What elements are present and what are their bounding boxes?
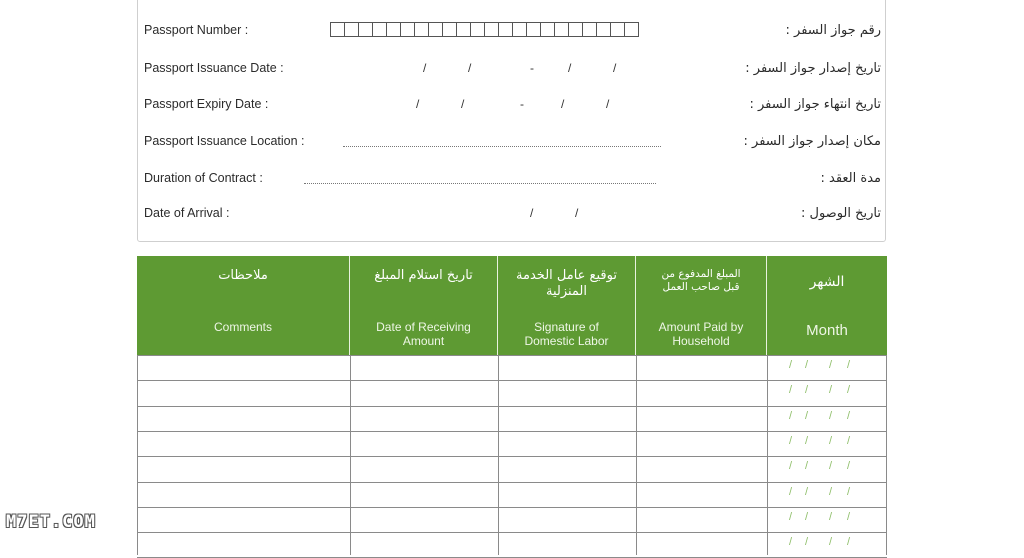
date-sep: / (829, 510, 833, 523)
month-date-slots[interactable] (767, 431, 887, 456)
date-sep: / (789, 510, 793, 523)
date-sep: / (530, 206, 534, 220)
date-sep: / (789, 460, 793, 473)
column-divider (636, 355, 637, 555)
date-sep: / (805, 460, 809, 473)
date-sep: / (829, 384, 833, 397)
label-en: Passport Issuance Location : (144, 134, 305, 148)
date-sep: / (568, 61, 572, 75)
month-date-slots[interactable] (767, 532, 887, 557)
date-sep: / (805, 359, 809, 371)
date-sep: / (847, 536, 851, 549)
label-ar: مكان إصدار جواز السفر : (743, 134, 881, 149)
date-sep: / (847, 384, 851, 397)
date-sep: / (423, 61, 427, 75)
date-sep: / (847, 434, 851, 447)
date-dash: - (530, 61, 534, 75)
date-sep: / (847, 460, 851, 473)
header-ar: ملاحظات (218, 268, 268, 283)
date-sep: / (805, 485, 809, 498)
label-en: Passport Expiry Date : (144, 97, 269, 111)
label-ar: تاريخ الوصول : (801, 206, 881, 221)
header-en: Comments (213, 320, 272, 334)
date-sep: / (829, 536, 833, 549)
date-sep: / (789, 409, 793, 422)
label-ar: تاريخ إصدار جواز السفر : (745, 61, 881, 76)
date-sep: / (847, 359, 851, 371)
date-sep: / (805, 536, 809, 549)
date-sep: / (805, 384, 809, 397)
month-date-slots[interactable] (767, 456, 887, 481)
date-sep: / (461, 97, 465, 111)
row-passport-issuance-location (138, 134, 887, 154)
date-sep: / (805, 409, 809, 422)
column-divider (137, 355, 138, 555)
row-passport-number (138, 23, 887, 43)
header-en: Signature of Domestic Labor (524, 320, 609, 348)
label-en: Date of Arrival : (144, 206, 230, 220)
date-sep: / (606, 97, 610, 111)
date-sep: / (847, 409, 851, 422)
date-sep: / (829, 359, 833, 371)
label-en: Duration of Contract : (144, 171, 263, 185)
date-dash: - (520, 97, 524, 111)
label-ar: رقم جواز السفر : (785, 23, 881, 38)
date-sep: / (847, 485, 851, 498)
label-ar: تاريخ انتهاء جواز السفر : (749, 97, 881, 112)
date-sep: / (789, 384, 793, 397)
date-sep: / (575, 206, 579, 220)
header-en: Date of Receiving Amount (376, 320, 471, 348)
month-date-slots[interactable] (767, 355, 887, 380)
date-sep: / (829, 485, 833, 498)
date-sep: / (789, 359, 793, 371)
date-sep: / (561, 97, 565, 111)
row-date-of-arrival (138, 206, 887, 226)
column-divider (350, 355, 351, 555)
header-comments (137, 256, 350, 355)
month-date-slots[interactable] (767, 482, 887, 507)
month-date-slots[interactable] (767, 380, 887, 405)
month-date-slots[interactable] (767, 406, 887, 431)
header-date-receiving (350, 256, 498, 355)
row-nationality (138, 0, 887, 3)
date-sep: / (805, 434, 809, 447)
label-en: Passport Issuance Date : (144, 61, 284, 75)
date-sep: / (829, 460, 833, 473)
date-sep: / (613, 61, 617, 75)
header-en: Amount Paid by Household (658, 320, 744, 348)
table-header (137, 256, 887, 355)
date-sep: / (416, 97, 420, 111)
row-passport-expiry-date (138, 97, 887, 117)
date-sep: / (789, 434, 793, 447)
header-amount-paid (636, 256, 767, 355)
row-duration-of-contract (138, 171, 887, 191)
date-sep: / (789, 536, 793, 549)
date-sep: / (805, 510, 809, 523)
header-ar: توقيع عامل الخدمة المنزلية (516, 268, 617, 299)
header-signature (498, 256, 636, 355)
header-ar: المبلغ المدفوع من قبل صاحب العمل (661, 268, 741, 293)
header-ar: تاريخ استلام المبلغ (374, 268, 473, 283)
date-sep: / (468, 61, 472, 75)
personal-info-form (137, 0, 886, 242)
passport-number-boxes[interactable] (330, 22, 638, 37)
payment-table (137, 256, 887, 549)
date-sep: / (847, 510, 851, 523)
label-ar: مدة العقد : (820, 171, 881, 186)
header-en: Month (806, 322, 848, 339)
fill-line[interactable] (304, 183, 656, 184)
row-passport-issuance-date (138, 61, 887, 81)
date-sep: / (829, 409, 833, 422)
header-ar: الشهر (809, 274, 845, 290)
column-divider (498, 355, 499, 555)
month-date-slots[interactable] (767, 507, 887, 532)
fill-line[interactable] (343, 146, 661, 147)
site-watermark: M7ET.COM (6, 512, 96, 532)
label-en: Passport Number : (144, 23, 249, 37)
date-sep: / (789, 485, 793, 498)
date-sep: / (829, 434, 833, 447)
header-month (767, 256, 887, 355)
